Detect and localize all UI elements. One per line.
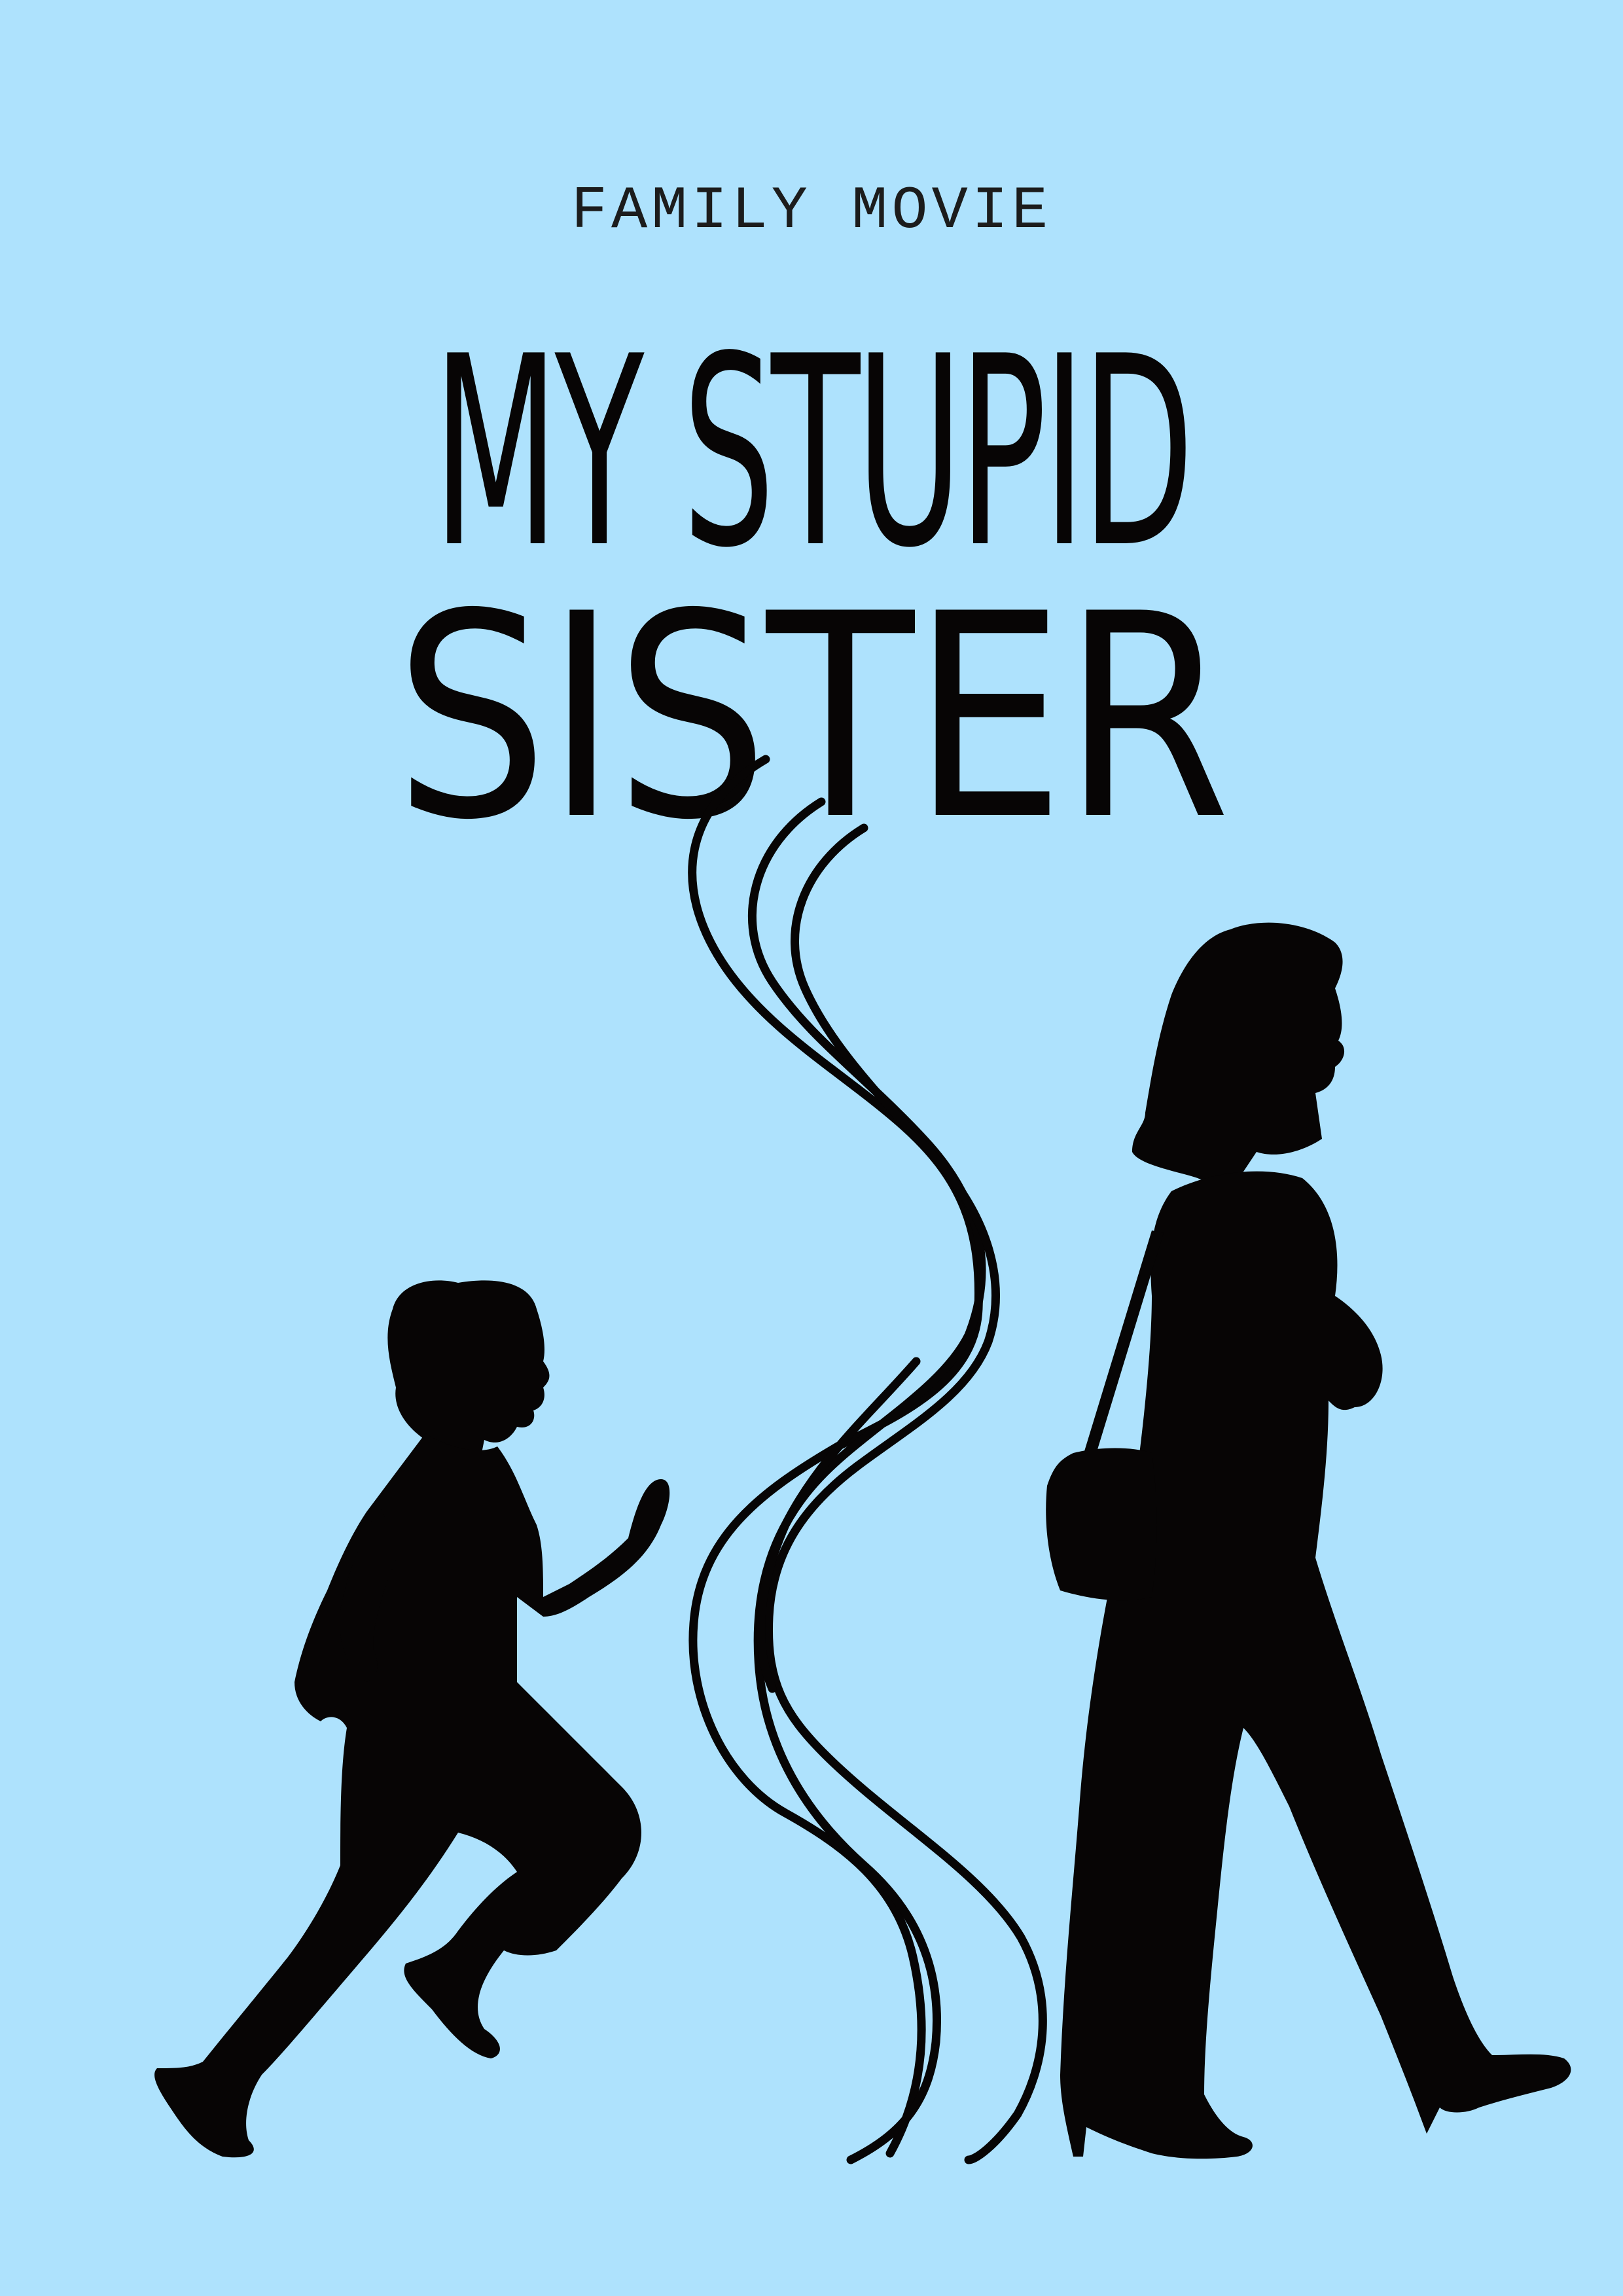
woman-silhouette [1046,923,1571,2159]
title-line-1: MY STUPID [433,300,1190,605]
title-line-2: SISTER [394,554,1229,882]
woman-handbag [1046,1448,1156,1601]
boy-body [154,1433,669,2157]
boy-head [387,1280,549,1457]
genre-label: FAMILY MOVIE [571,177,1052,245]
woman-head-hair [1132,923,1344,1181]
boy-silhouette [154,1280,669,2157]
hair-strands [692,759,1043,2160]
